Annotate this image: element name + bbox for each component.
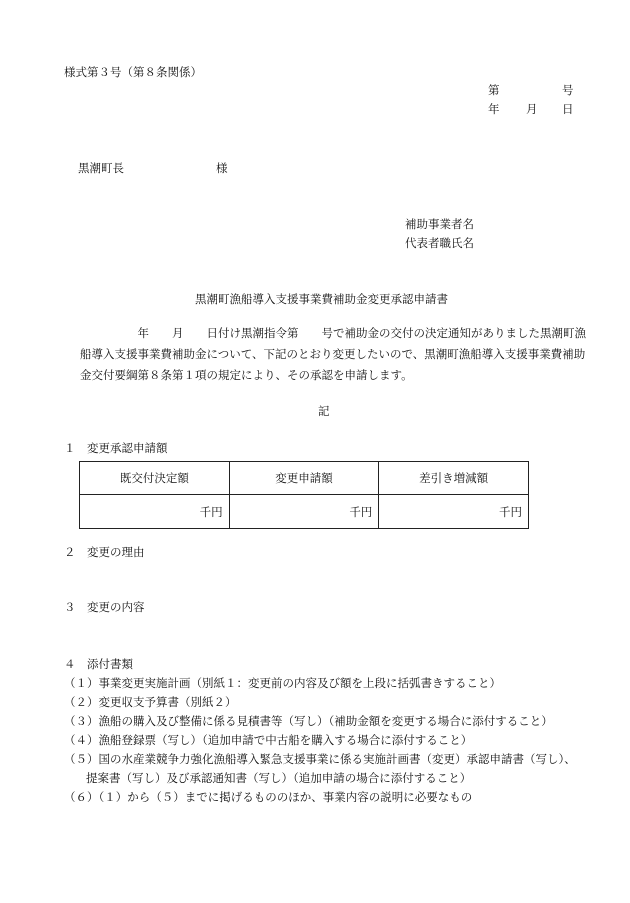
attachment-item-4: （４）漁船登録票（写し）（追加申請で中古船を購入する場合に添付すること） <box>64 733 473 747</box>
body-paragraph <box>80 323 586 386</box>
section4-heading: ４ 添付書類 <box>64 657 133 671</box>
doc-number-go: 号 <box>562 83 574 97</box>
attachment-item-2: （２）変更収支予算書（別紙２） <box>64 695 237 709</box>
attachment-item-6: （６）（１）から（５）までに掲げるもののほか、事業内容の説明に必要なもの <box>64 790 473 804</box>
body-line-3: 金交付要綱第８条第１項の規定により、その承認を申請します。 <box>80 368 413 382</box>
applicant-business-name-label: 補助事業者名 <box>405 217 474 231</box>
date-year: 年 <box>488 102 500 116</box>
cell-change-request-unit: 千円 <box>229 495 379 529</box>
amount-table <box>79 461 529 529</box>
header-difference: 差引き増減額 <box>379 462 529 495</box>
section2-heading: ２ 変更の理由 <box>64 545 145 559</box>
addressee-name: 黒潮町長 <box>78 161 124 175</box>
amount-table-value-row <box>80 495 529 529</box>
date-month: 月 <box>526 102 538 116</box>
addressee-honorific: 様 <box>216 161 228 175</box>
body-line-1: 年 月 日付け黒潮指令第 号で補助金の交付の決定通知がありました黒潮町漁 <box>80 326 586 340</box>
amount-table-header-row <box>80 462 529 495</box>
document-title: 黒潮町漁船導入支援事業費補助金変更承認申請書 <box>195 292 448 306</box>
ki-marker: 記 <box>318 404 330 418</box>
body-line-2: 船導入支援事業費補助金について、下記のとおり変更したいので、黒潮町漁船導入支援事業費補助 <box>80 347 586 361</box>
section3-heading: ３ 変更の内容 <box>64 600 145 614</box>
attachment-item-3: （３）漁船の購入及び整備に係る見積書等（写し）（補助金額を変更する場合に添付すること） <box>64 714 553 728</box>
attachment-item-5: （５）国の水産業競争力強化漁船導入緊急支援事業に係る実施計画書（変更）承認申請書（写し）、 <box>64 752 576 766</box>
cell-difference-unit: 千円 <box>379 495 529 529</box>
applicant-representative-label: 代表者職氏名 <box>405 236 474 250</box>
attachment-item-5-continued: 提案書（写し）及び承認通知書（写し）（追加申請の場合に添付すること） <box>86 771 472 785</box>
attachment-item-1: （１）事業変更実施計画（別紙１：変更前の内容及び額を上段に括弧書きすること） <box>64 676 501 690</box>
doc-number-dai: 第 <box>488 83 500 97</box>
date-day: 日 <box>562 102 574 116</box>
section1-heading: １ 変更承認申請額 <box>64 441 168 455</box>
header-change-request: 変更申請額 <box>229 462 379 495</box>
header-existing-decision: 既交付決定額 <box>80 462 230 495</box>
form-label: 様式第３号（第８条関係） <box>64 65 202 79</box>
cell-existing-decision-unit: 千円 <box>80 495 230 529</box>
